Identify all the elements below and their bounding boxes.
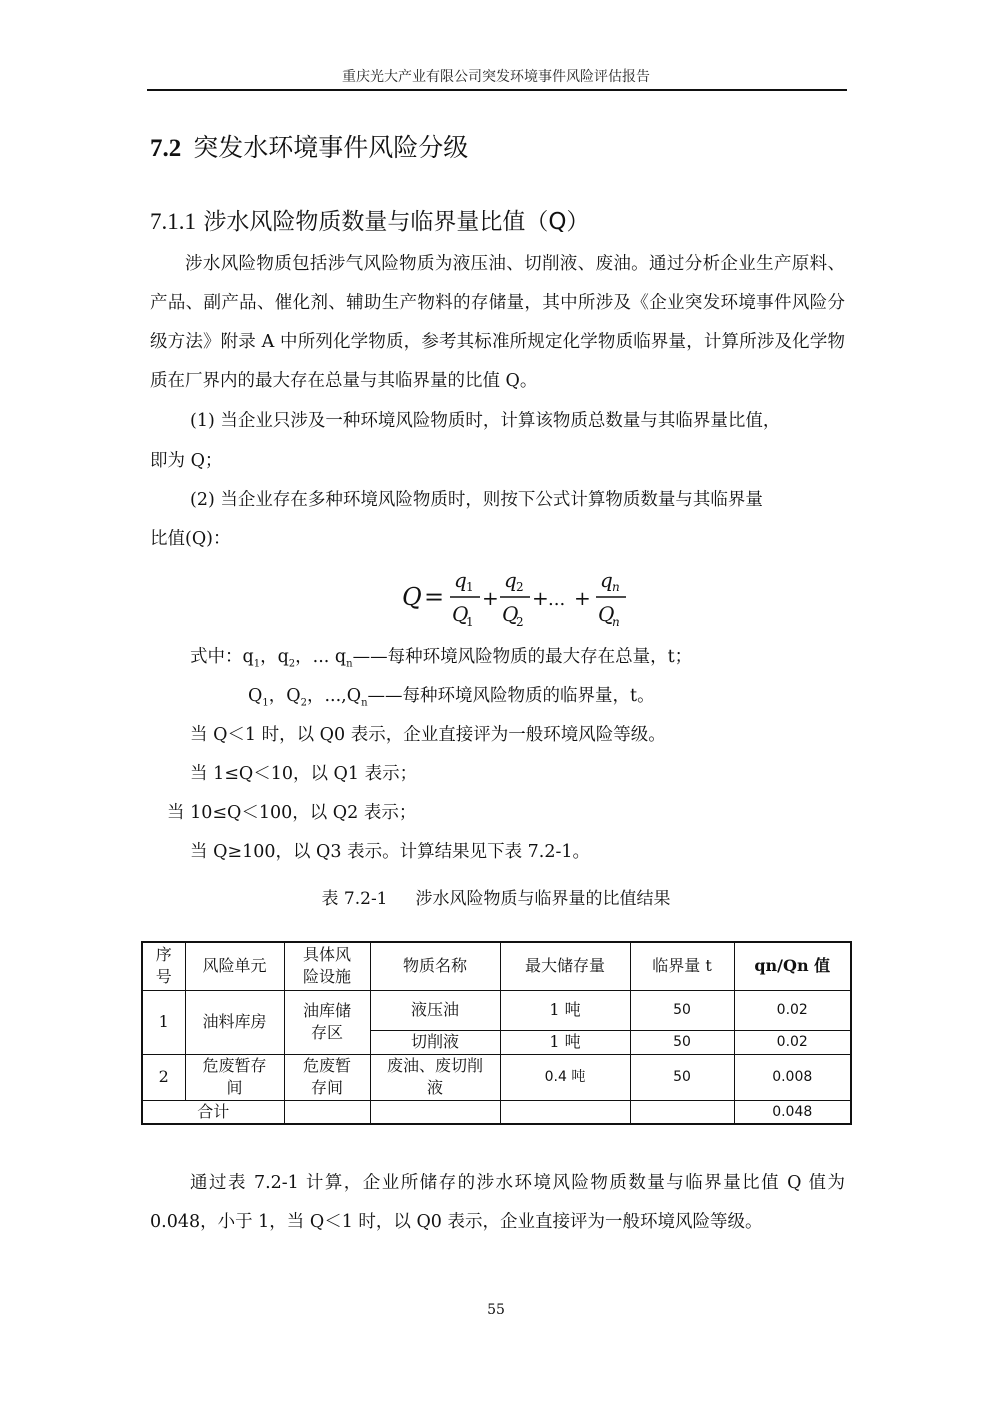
- intro-paragraph: 涉水风险物质包括涉气风险物质为液压油、切削液、废油。通过分析企业生产原料、产品、副产品、催化剂、辅助生产物料的存储量，其中所涉及《企业突发环境事件风险分级方法》附录 A 中所列化学物质，参考其标准所规定化学物质临界量，计算所涉及化学物质在厂界内的最大存在总量与其临界量的比值 Q。: [150, 254, 845, 391]
- cell-unit: 危废暂存间: [185, 1054, 284, 1100]
- case1-line1: (1) 当企业只涉及一种环境风险物质时，计算该物质总数量与其临界量比值，: [190, 411, 781, 431]
- formula-term1-den: Q: [452, 602, 469, 626]
- formula-plus-2: +: [532, 586, 549, 610]
- cell-facility: 危废暂存间: [284, 1054, 370, 1100]
- q-ratio-formula: [400, 565, 640, 631]
- formula-termn-den: Q: [598, 602, 615, 626]
- formula-termn-den-sub: n: [612, 615, 620, 629]
- header-cell: 临界量 t: [630, 942, 734, 990]
- header-rule: [147, 89, 847, 91]
- formula-lhs: Q: [402, 583, 422, 611]
- level-q3-text: 当 Q≥100，以 Q3 表示。计算结果见下表 7.2-1。: [190, 842, 591, 862]
- case2-line2: 比值(Q)：: [150, 529, 231, 549]
- level-q1-text: 当 1≤Q＜10，以 Q1 表示；: [190, 764, 418, 784]
- formula-term1-num-sub: 1: [466, 580, 474, 594]
- case2-line1: (2) 当企业存在多种环境风险物质时，则按下公式计算物质数量与其临界量: [190, 490, 763, 510]
- cell-max: 0.4 吨: [500, 1054, 630, 1100]
- table-caption-title: 涉水风险物质与临界量的比值结果: [415, 889, 671, 909]
- cell-unit: 油料库房: [185, 990, 284, 1054]
- cell-empty: [630, 1100, 734, 1124]
- table-caption: [0, 884, 992, 909]
- cell-facility: 油库储存区: [284, 990, 370, 1054]
- section-title: 突发水环境事件风险分级: [193, 133, 469, 162]
- formula-term2-den: Q: [502, 602, 519, 626]
- subsection-number: 7.1.1: [150, 209, 196, 234]
- formula-legend-Q: $Q_1$，$Q_2$，$...,Q_n——$每种环境风险物质的临界量，t。: [248, 686, 655, 709]
- cell-critical: 50: [630, 990, 734, 1030]
- formula-legend-q: 式中：$q_1$，$q_2$，... $q_n——$每种环境风险物质的最大存在总量，t；: [190, 647, 693, 670]
- formula-term1-num: q: [454, 568, 467, 592]
- cell-max: 1 吨: [500, 990, 630, 1030]
- page-number: 55: [487, 1302, 505, 1318]
- cell-empty: [284, 1100, 370, 1124]
- formula-equals: =: [424, 583, 445, 611]
- cell-substance: 切削液: [370, 1030, 500, 1054]
- table-caption-label: 表 7.2-1: [321, 889, 388, 909]
- section-heading: [150, 128, 468, 164]
- table-row: [142, 1054, 851, 1100]
- formula-term1-den-sub: 1: [466, 615, 474, 629]
- cell-total-value: 0.048: [734, 1100, 851, 1124]
- case1-line2: 即为 Q；: [150, 451, 223, 471]
- cell-critical: 50: [630, 1030, 734, 1054]
- conclusion-paragraph: 通过表 7.2-1 计算，企业所储存的涉水环境风险物质数量与临界量比值 Q 值为 0.048，小于 1，当 Q＜1 时，以 Q0 表示，企业直接评为一般环境风险等级。: [150, 1173, 845, 1232]
- header-cell: qn/Qn 值: [734, 942, 851, 990]
- cell-substance: 液压油: [370, 990, 500, 1030]
- formula-termn-num: q: [600, 568, 613, 592]
- formula-term2-num: q: [504, 568, 517, 592]
- header-cell: 具体风险设施: [284, 942, 370, 990]
- formula-plus-3: +: [574, 586, 591, 610]
- cell-no: 2: [142, 1054, 185, 1100]
- cell-ratio: 0.02: [734, 990, 851, 1030]
- cell-total-label: 合计: [142, 1100, 284, 1124]
- header-cell: 物质名称: [370, 942, 500, 990]
- table-total-row: [142, 1100, 851, 1124]
- formula-ellipsis: ...: [548, 589, 566, 610]
- cell-substance: 废油、废切削液: [370, 1054, 500, 1100]
- table-header-row: [142, 942, 851, 990]
- section-number: 7.2: [150, 135, 182, 162]
- header-cell: 序号: [142, 942, 185, 990]
- cell-no: 1: [142, 990, 185, 1054]
- cell-empty: [370, 1100, 500, 1124]
- cell-critical: 50: [630, 1054, 734, 1100]
- header-cell: 最大储存量: [500, 942, 630, 990]
- level-q2-text: 当 10≤Q＜100，以 Q2 表示；: [167, 803, 417, 823]
- formula-plus-1: +: [482, 586, 499, 610]
- cell-empty: [500, 1100, 630, 1124]
- subsection-title: 涉水风险物质数量与临界量比值（Q）: [203, 209, 590, 235]
- page-header-title: 重庆光大产业有限公司突发环境事件风险评估报告: [342, 69, 650, 85]
- table-row: [142, 990, 851, 1030]
- formula-termn-num-sub: n: [612, 580, 620, 594]
- formula-term2-den-sub: 2: [516, 615, 524, 629]
- level-q0-text: 当 Q＜1 时，以 Q0 表示，企业直接评为一般环境风险等级。: [190, 725, 666, 745]
- formula-term2-num-sub: 2: [516, 580, 524, 594]
- cell-max: 1 吨: [500, 1030, 630, 1054]
- q-ratio-table: [141, 941, 852, 1125]
- cell-ratio: 0.02: [734, 1030, 851, 1054]
- header-cell: 风险单元: [185, 942, 284, 990]
- subsection-heading: [150, 203, 589, 236]
- cell-ratio: 0.008: [734, 1054, 851, 1100]
